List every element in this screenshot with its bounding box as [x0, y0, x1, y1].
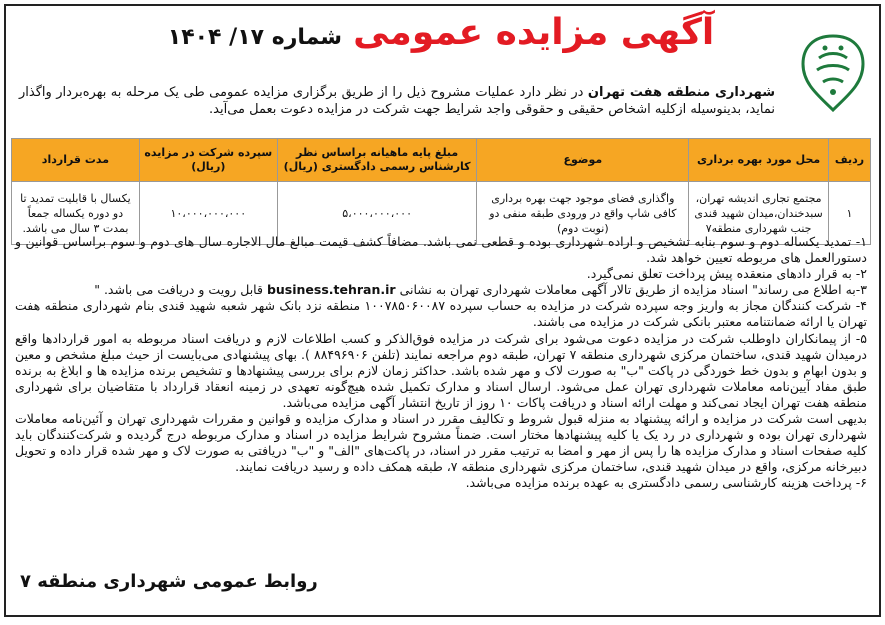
cell-subject: واگذاری فضای موجود جهت بهره برداری کافی شاپ واقع در ورودی طبقه منفی دو (نوبت دوم): [477, 182, 689, 245]
cell-index: ۱: [829, 182, 871, 245]
intro-text: در نظر دارد عملیات مشروح ذیل را از طریق برگزاری مزایده عمومی طی یک مرحله به بهره‌بردار واگذار نماید، بدینوسیله ازکلیه اشخاص حقیقی و حقوقی واجد شرایط جهت شرکت در مزایده دعوت بعمل می‌آید.: [19, 85, 775, 117]
cell-base-price: ۵،۰۰۰،۰۰۰،۰۰۰: [277, 182, 477, 245]
col-header-location: محل مورد بهره برداری: [689, 139, 829, 182]
public-relations-signature: روابط عمومی شهرداری منطقه ۷: [20, 571, 318, 592]
clause-4: ۴- شرکت کنندگان مجاز به واریز وجه سپرده شرکت در مزایده به حساب سپرده ۱۰۰۷۸۵۰۶۰۰۸۷ منطقه نزد بانک شهر شعبه شهید قندی بنام شهرداری منطقه هفت تهران یا ارائه ضمانتنامه معتبر بانکی شرکت در مزایده می باشند.: [15, 298, 867, 330]
notice-number: شماره ۱۷/ ۱۴۰۴: [167, 25, 343, 50]
clause-3: [15, 282, 867, 298]
clause-2: ۲- به قرار دادهای منعقده پیش پرداخت تعلق نمی‌گیرد.: [586, 266, 867, 282]
clause-1: ۱- تمدید یکساله دوم و سوم بنابه تشخیص و اراده شهرداری بوده و قطعی نمی باشد. مضافاً کشف قیمت مبالغ مال الاجاره سال های دوم و سوم براساس قوانین و دستورالعمل های مربوطه تعیین خواهد شد.: [15, 234, 867, 266]
col-header-base-price: مبلغ پایه ماهیانه براساس نظر کارشناس رسمی دادگستری (ریال): [277, 139, 477, 182]
col-header-subject: موضوع: [477, 139, 689, 182]
clauses: [15, 234, 867, 492]
clause-3-text-a: ۳-به اطلاع می رساند" اسناد مزایده از طریق تالار آگهی معاملات شهرداری تهران به نشانی: [395, 282, 867, 298]
clause-3-text-b: قابل رویت و دریافت می باشد. ": [94, 282, 267, 298]
cell-deposit: ۱۰،۰۰۰،۰۰۰،۰۰۰: [139, 182, 277, 245]
auction-notice: [4, 4, 881, 617]
intro-paragraph: [19, 84, 775, 118]
table-header-row: [12, 139, 871, 182]
title-main: آگهی مزایده عمومی: [353, 12, 715, 53]
cell-location: مجتمع تجاری اندیشه تهران، سبدخندان،میدان شهید قندی جنب شهرداری منطقه۷: [689, 182, 829, 245]
clause-6: ۶- پرداخت هزینه کارشناسی رسمی دادگستری به عهده برنده مزایده می‌باشد.: [465, 475, 867, 491]
business-portal-link[interactable]: business.tehran.ir: [266, 282, 396, 298]
col-header-duration: مدت قرارداد: [12, 139, 140, 182]
intro-org: شهرداری منطقه هفت تهران: [587, 85, 775, 100]
col-header-deposit: سپرده شرکت در مزایده (ریال): [139, 139, 277, 182]
cell-duration: یکسال با قابلیت تمدید تا دو دوره یکساله جمعاً بمدت ۳ سال می باشد.: [12, 182, 140, 245]
tehran-municipality-logo-icon: [801, 34, 865, 112]
notice-title: [121, 12, 761, 53]
col-header-index: ردیف: [829, 139, 871, 182]
clause-5: ۵- از پیمانکاران داوطلب شرکت در مزایده دعوت می‌شود برای شرکت در مزایده فوق‌الذکر و کسب اطلاعات لازم و دریافت اسناد مربوطه به امور قراردادها واقع درمیدان شهید قندی، ساختمان مرکزی شهرداری منطقه ۷ تهران، طبقه دوم مراجعه نمایند (تلفن ۸۸۴۹۶۹۰۶ ). بهای پیشنهادی می‌بایست از حیث مبلغ مشخص و معین و بدون ابهام و بدون خط خوردگی در پاکت "ب" به صورت لاک و مهر شده باشد. حداکثر زمان لازم برای بررسی پیشنهادها و تشخیص برنده مزایده ها و ابلاغ به برنده طبق مفاد آیین‌نامه معاملات شهرداری تهران عمل می‌شود. ارسال اسناد و مدارک تکمیل شده هیچ‌گونه تعهدی در زمینه انعقاد قرارداد با متقاضیان برای شهرداری منطقه هفت تهران ایجاد نمی‌کند و مهلت ارائه اسناد و دریافت پاکات ۱۰ روز از تاریخ انتشار آگهی مزایده می‌باشد.: [15, 330, 867, 410]
clause-extra: بدیهی است شرکت در مزایده و ارائه پیشنهاد به منزله قبول شروط و تکالیف مقرر در اسناد و مدارک مزایده و قوانین و مقررات شهرداری تهران و آئین‌نامه معاملات شهرداری تهران بوده و شهرداری در رد یک یا کلیه پیشنهادها مختار است. ضمناً مشروح شرایط مزایده در اسناد و مدارک مربوطه درج گردیده و شرکت‌کنندگان باید کلیه صفحات اسناد و مدارک مزایده ها را پس از مهر و امضا به ترتیب مقرر در اسناد، در پاکت‌های "الف" و "ب" دریافتی به صورت لاک و مهر شده قرار داده و تحویل دبیرخانه مرکزی، واقع در میدان شهید قندی، ساختمان مرکزی شهرداری منطقه ۷، طبقه همکف داده و رسید دریافت نمایند.: [15, 411, 867, 475]
auction-table: [11, 138, 871, 245]
